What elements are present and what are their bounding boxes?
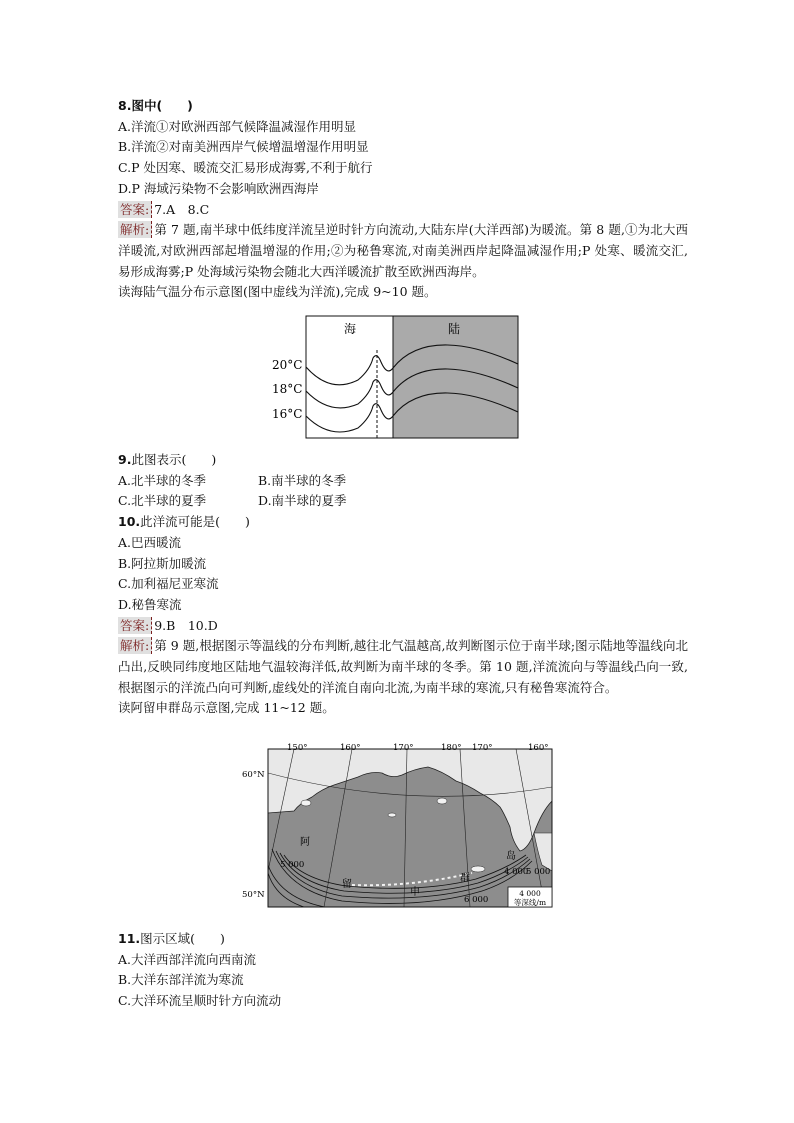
- q8-option-c: C.P 处因寒、暖流交汇易形成海雾,不利于航行: [118, 160, 373, 176]
- isotherm-label-20: 20°C: [272, 358, 303, 372]
- depth-label-6000: 6 000: [464, 895, 489, 905]
- answer-label-2: 答案:: [118, 617, 152, 634]
- answer-text: 7.A 8.C: [154, 201, 210, 217]
- intro-9-10: 读海陆气温分布示意图(图中虚线为洋流),完成 9~10 题。: [118, 284, 437, 300]
- q11-option-a: A.大洋西部洋流向西南流: [118, 951, 257, 967]
- sea-label: 海: [344, 322, 357, 336]
- q10-option-d: D.秘鲁寒流: [118, 596, 182, 612]
- q10-option-b: B.阿拉斯加暖流: [118, 555, 207, 571]
- lon-label-160w: 160°: [528, 743, 549, 753]
- q8-option-a: A.洋流①对欧洲西部气候降温减湿作用明显: [118, 118, 357, 134]
- lat-label-60n: 60°N: [242, 770, 265, 780]
- depth-label-5000b: 5 000: [526, 867, 551, 877]
- q8-stem: 8.图中( ): [118, 98, 193, 113]
- analysis-label: 解析:: [118, 221, 152, 238]
- place-char-qun: 群: [460, 873, 470, 884]
- q9-option-a: A.北半球的冬季: [118, 472, 207, 488]
- q11-option-c: C.大洋环流呈顺时针方向流动: [118, 993, 282, 1009]
- analysis-label-2: 解析:: [118, 637, 152, 654]
- place-char-liu: 留: [342, 879, 352, 890]
- intro-11-12: 读阿留申群岛示意图,完成 11~12 题。: [118, 700, 335, 716]
- lon-label-170e: 170°: [393, 743, 414, 753]
- lon-label-180: 180°: [441, 743, 462, 753]
- analysis-9-10: [118, 636, 688, 698]
- aleutian-islands-map: [242, 741, 554, 913]
- depth-label-5000: 5 000: [280, 860, 305, 870]
- place-char-a: 阿: [300, 837, 310, 848]
- q8-option-b: B.洋流②对南美洲西岸气候增温增湿作用明显: [118, 139, 369, 155]
- question-sheet: [118, 96, 688, 303]
- q10-stem: 10.此洋流可能是( ): [118, 514, 250, 530]
- analysis-text-2: 第 9 题,根据图示等温线的分布判断,越往北气温越高,故判断图示位于南半球;图示陆地等温线向北凸出,反映同纬度地区陆地气温较海洋低,故判断为南半球的冬季。第 10 题,洋流流向与等温线凸向一致,根据图示的洋流凸向可判断,虚线处的洋流自南向北流,为南半球的寒流,只有秘鲁寒流符合。: [118, 638, 688, 695]
- lon-label-160e: 160°: [340, 743, 361, 753]
- q9-stem: 9.此图表示( ): [118, 452, 217, 467]
- q9-option-d: D.南半球的夏季: [258, 493, 347, 509]
- q9-options-row-2: [118, 491, 688, 512]
- isotherm-label-18: 18°C: [272, 382, 303, 396]
- sea-land-isotherm-figure: [270, 312, 522, 442]
- legend-value: 4 000: [519, 889, 541, 898]
- q9-options-row-1: [118, 471, 688, 492]
- q10-option-c: C.加利福尼亚寒流: [118, 576, 219, 592]
- answer-text-2: 9.B 10.D: [154, 617, 218, 633]
- question-sheet-3: [118, 929, 688, 1012]
- lon-label-150e: 150°: [287, 743, 308, 753]
- lon-label-170w: 170°: [472, 743, 493, 753]
- answer-label: 答案:: [118, 201, 152, 218]
- q8-option-d: D.P 海域污染物不会影响欧洲西海岸: [118, 180, 319, 196]
- answer-7-8: [118, 200, 688, 221]
- analysis-7-8: [118, 220, 688, 282]
- lat-label-50n: 50°N: [242, 890, 265, 900]
- legend-caption: 等深线/m: [513, 898, 547, 907]
- question-sheet-2: [118, 450, 688, 719]
- place-char-dao: 岛: [506, 851, 516, 862]
- q9-option-b: B.南半球的冬季: [258, 472, 347, 488]
- analysis-text: 第 7 题,南半球中低纬度洋流呈逆时针方向流动,大陆东岸(大洋西部)为暖流。第 8 题,①为北大西洋暖流,对欧洲西部起增温增湿的作用;②为秘鲁寒流,对南美洲西岸起降温减湿作用;P 处寒、暖流交汇,易形成海雾;P 处海域污染物会随北大西洋暖流扩散至欧洲西海岸。: [118, 222, 688, 279]
- depth-label-4000: 4 000: [504, 867, 529, 877]
- land-label: 陆: [448, 322, 461, 336]
- q11-option-b: B.大洋东部洋流为寒流: [118, 972, 244, 988]
- isotherm-label-16: 16°C: [272, 407, 303, 421]
- q9-option-c: C.北半球的夏季: [118, 493, 207, 509]
- place-char-shen: 申: [410, 887, 420, 898]
- q10-option-a: A.巴西暖流: [118, 534, 182, 550]
- answer-9-10: [118, 616, 688, 637]
- q11-stem: 11.图示区域( ): [118, 931, 225, 946]
